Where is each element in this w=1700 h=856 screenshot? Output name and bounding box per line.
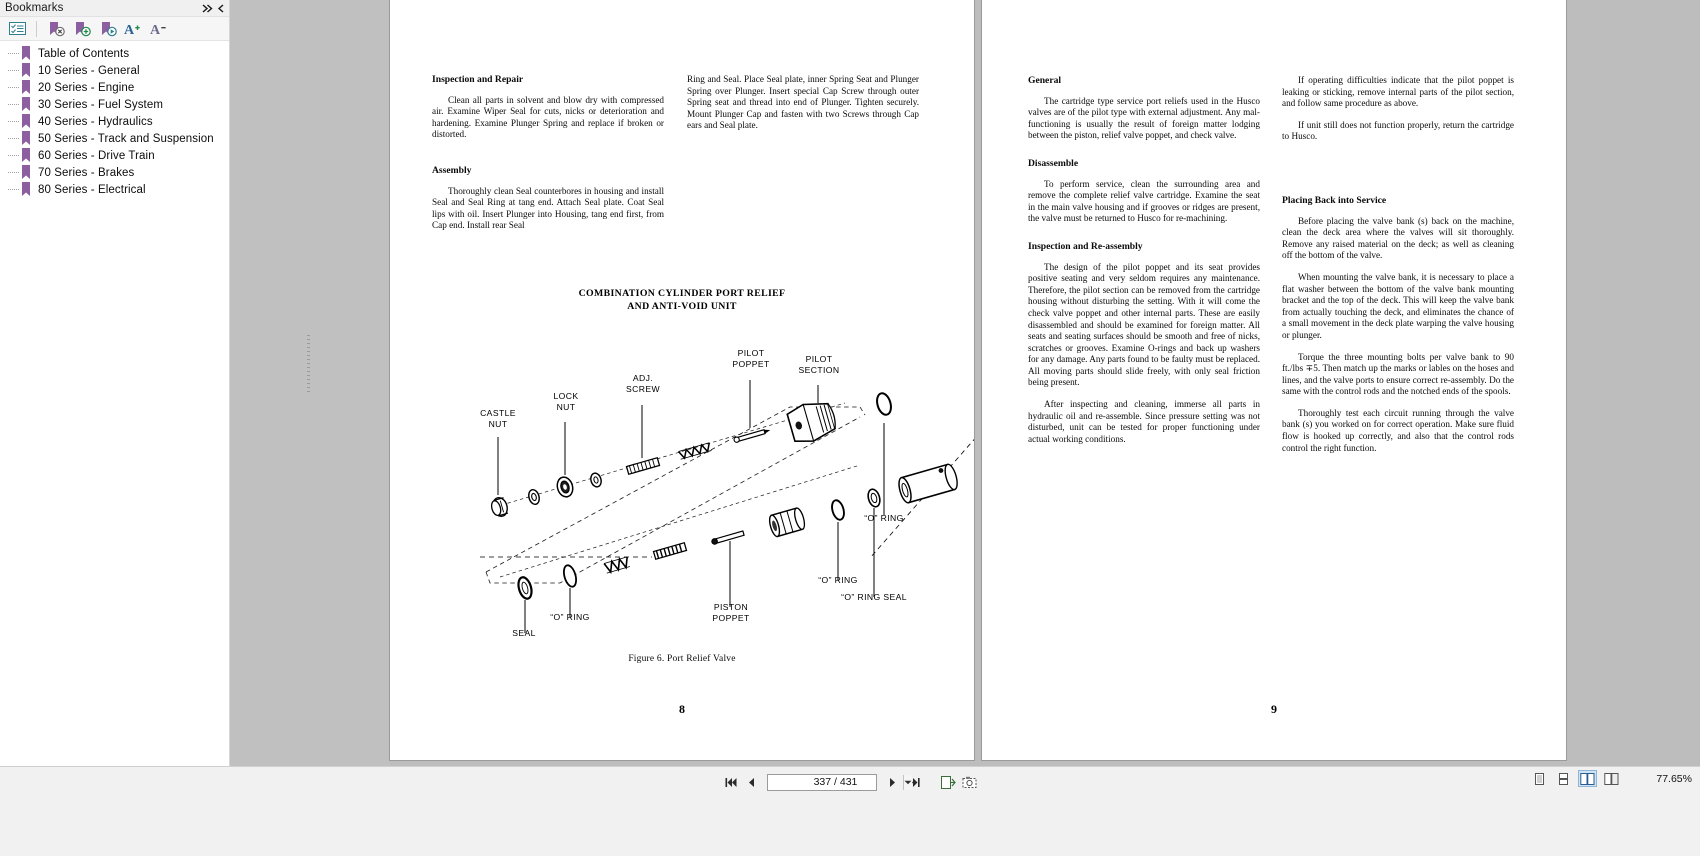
bookmark-label: 50 Series - Track and Suspension — [38, 132, 214, 145]
diagram-svg — [390, 325, 974, 655]
bookmarks-list — [0, 41, 229, 198]
page-number-right: 9 — [1271, 702, 1277, 716]
tree-connector — [6, 164, 20, 181]
diagram-label-pilot-poppet: PILOT POPPET — [732, 348, 770, 369]
bookmarks-toolbar — [0, 17, 229, 41]
section-heading-disassemble: Disassemble — [1028, 157, 1079, 169]
paragraph: After inspecting and cleaning, immerse all parts in hydraulic oil and re-assemble. Since pressure setting was not disturbed, unit can be tested for proper functioning under actual working conditions. — [1028, 399, 1260, 444]
chevron-left-icon[interactable] — [214, 2, 227, 15]
add-bookmark-icon[interactable] — [69, 18, 95, 40]
tree-connector — [6, 181, 20, 198]
diagram-label-castle-nut: CASTLE NUT — [480, 408, 516, 429]
paragraph: Before placing the valve bank (s) back on the machine, clean the deck area where the valves will sit thoroughly. Remove any raised material on the deck; as well as cleaning off the bottom of the valve. — [1282, 215, 1514, 261]
diagram-label-lock-nut: LOCK NUT — [553, 391, 579, 412]
bookmark-flag-icon — [20, 46, 33, 61]
tree-connector — [6, 113, 20, 130]
first-page-icon[interactable] — [722, 774, 739, 791]
paragraph: When mounting the valve bank, it is necessary to place a flat washer between the bottom of the valve bank mounting bracket and the top of the deck. This will keep the valve bank from actually touching the deck, and eliminates the chance of a small movement in the deck plate warping the valve housing or plunger. — [1282, 271, 1514, 340]
exploded-view-diagram — [390, 325, 974, 655]
book-view-icon[interactable] — [1603, 771, 1620, 786]
delete-bookmark-icon[interactable] — [43, 18, 69, 40]
document-page-9[interactable] — [982, 0, 1566, 760]
bookmarks-panel — [0, 0, 230, 766]
single-page-view-icon[interactable] — [1531, 771, 1548, 786]
bookmark-label: 80 Series - Electrical — [38, 183, 146, 196]
section-heading-assembly: Assembly — [432, 164, 472, 176]
zoom-level-label[interactable]: 77.65% — [1656, 773, 1692, 785]
tree-connector — [6, 147, 20, 164]
bookmark-item-80-series-electrical[interactable] — [0, 181, 229, 198]
diagram-label-piston-poppet: PISTON POPPET — [712, 602, 750, 623]
bottom-toolbar — [0, 766, 1700, 856]
bookmarks-panel-header — [0, 0, 229, 17]
section-heading-general: General — [1028, 75, 1062, 86]
bookmark-flag-icon — [20, 182, 33, 197]
bookmark-flag-icon — [20, 131, 33, 146]
bookmark-flag-icon — [20, 97, 33, 112]
goto-bookmark-icon[interactable] — [95, 18, 121, 40]
bookmark-flag-icon — [20, 80, 33, 95]
bookmark-label: 60 Series - Drive Train — [38, 149, 155, 162]
facing-pages-view-icon[interactable] — [1579, 771, 1596, 786]
figure-title-line2: AND ANTI-VOID UNIT — [627, 300, 737, 312]
paragraph: The cartridge type service port reliefs used in the Husco valves are of the pilot type with external adjustment. Any mal-functioning is usually the result of foreign matter lodging between the piston, relief valve poppet, and check valve. — [1028, 95, 1260, 141]
previous-page-icon[interactable] — [743, 774, 760, 791]
tree-connector — [6, 62, 20, 79]
svg-text:A: A — [150, 22, 161, 37]
diagram-label-o-ring-upper: “O” RING — [864, 513, 904, 523]
bookmark-flag-icon — [20, 63, 33, 78]
decrease-text-size-icon[interactable] — [147, 18, 173, 40]
paragraph: If operating difficulties indicate that the pilot poppet is leaking or sticking, remove internal parts of the pilot section, and follow same procedure as above. — [1282, 75, 1514, 109]
page8-column-2 — [687, 74, 919, 142]
bookmark-label: 10 Series - General — [38, 64, 140, 77]
svg-text:A: A — [124, 22, 135, 37]
double-chevron-right-icon[interactable] — [201, 2, 214, 15]
page-number-field[interactable] — [767, 774, 877, 791]
bookmarks-panel-title: Bookmarks — [5, 2, 64, 14]
bookmark-item-table-of-contents[interactable] — [0, 45, 229, 62]
diagram-label-o-ring-left: “O” RING — [550, 612, 590, 622]
paragraph: Thoroughly test each circuit running through the valve bank (s) you worked on for correct operation. Make sure fluid flow is hooked up correctly, and also that the control rods control the right function. — [1282, 407, 1514, 453]
chevron-down-icon[interactable] — [903, 775, 912, 790]
bookmark-flag-icon — [20, 148, 33, 163]
tree-connector — [6, 79, 20, 96]
paragraph: Clean all parts in solvent and blow dry with compressed air. Examine Wiper Seal for cuts, nicks or deterioration and hardening. Examine Plunger Spring and replace if broken or distorted. — [432, 94, 664, 140]
page-navigation-controls — [0, 770, 1700, 794]
figure-title — [390, 288, 974, 313]
bookmark-label: 30 Series - Fuel System — [38, 98, 164, 111]
diagram-label-adj-screw: ADJ. SCREW — [626, 373, 660, 394]
paragraph: To perform service, clean the surrounding area and remove the complete relief valve cartridge. Examine the seat in the main valve housing and if grooves or ridges are present, the valve must be returned to Husco for re-machining. — [1028, 178, 1260, 224]
bookmark-item-20-series-engine[interactable] — [0, 79, 229, 96]
paragraph: Thoroughly clean Seal counterbores in housing and install Seal and Seal Ring at tang end. Attach Seal plate. Coat Seal lips with oil. Insert Plunger into Housing, tang end first, from Cap end. Install rear Seal — [432, 185, 664, 231]
snapshot-icon[interactable] — [961, 774, 978, 791]
diagram-label-pilot-section: PILOT SECTION — [798, 354, 840, 375]
bookmark-item-10-series-general[interactable] — [0, 62, 229, 79]
tree-connector — [6, 96, 20, 113]
bookmark-label: 70 Series - Brakes — [38, 166, 135, 179]
bookmark-label: Table of Contents — [38, 47, 130, 60]
page-layout-controls — [1531, 771, 1620, 786]
document-page-8[interactable] — [390, 0, 974, 760]
diagram-label-o-ring-middle: “O” RING — [818, 575, 858, 585]
bookmark-item-50-series-track-and-suspension[interactable] — [0, 130, 229, 147]
panel-resize-grip[interactable] — [307, 335, 312, 395]
paragraph: The design of the pilot poppet and its seat provides positive seating and very seldom requires any maintenance. Therefore, the pilot section can be removed from the cartridge housing without disturbing the setting. With it will come the check valve poppet and other internal parts. These are easily disassembled and should be examined for foreign matter. All seats and seating surfaces should be smooth and free of nicks, scratches or grooves. Examine O-rings and back up washers for any damage. Any parts found to be faulty must be replaced. All moving parts should slide freely, with only seal friction being present. — [1028, 261, 1260, 388]
list-view-icon[interactable] — [4, 18, 30, 40]
diagram-label-seal: SEAL — [512, 628, 536, 638]
paragraph: Torque the three mounting bolts per valve bank to 90 ft./lbs ∓5. Then match up the marks or lables on the hoses and lines, and the valve ports to ensure correct re-assembly. Do the same with the control rods and the notched ends of the spools. — [1282, 351, 1514, 397]
section-heading-placing-back-into-service: Placing Back into Service — [1282, 194, 1387, 206]
page-number-left: 8 — [679, 702, 685, 716]
increase-text-size-icon[interactable] — [121, 18, 147, 40]
bookmark-item-60-series-drive-train[interactable] — [0, 147, 229, 164]
paragraph: Ring and Seal. Place Seal plate, inner Spring Seat and Plunger Spring over Plunger. Insert special Cap Screw through outer Spring seat and thread into end of Plunger. Tighten securely. Mount Plunger Cap and fasten with two Screws through Cap ears and Seal plate. — [687, 74, 919, 131]
bookmark-label: 20 Series - Engine — [38, 81, 135, 94]
bookmark-item-70-series-brakes[interactable] — [0, 164, 229, 181]
page9-column-2 — [1282, 75, 1514, 464]
bookmark-item-30-series-fuel-system[interactable] — [0, 96, 229, 113]
section-heading-inspection-and-repair: Inspection and Repair — [432, 74, 524, 85]
figure-title-line1: COMBINATION CYLINDER PORT RELIEF — [578, 288, 786, 299]
fit-page-icon[interactable] — [940, 774, 957, 791]
page8-column-1 — [432, 74, 664, 242]
toolbar-divider — [36, 21, 37, 37]
bookmark-flag-icon — [20, 165, 33, 180]
section-heading-inspection-and-reassembly: Inspection and Re-assembly — [1028, 240, 1143, 252]
continuous-view-icon[interactable] — [1555, 771, 1572, 786]
diagram-label-o-ring-seal: “O” RING SEAL — [841, 592, 907, 602]
paragraph: If unit still does not function properly, return the cartridge to Husco. — [1282, 119, 1514, 142]
tree-connector — [6, 130, 20, 147]
bookmark-flag-icon — [20, 114, 33, 129]
page-number-input[interactable] — [768, 775, 903, 790]
bookmark-item-40-series-hydraulics[interactable] — [0, 113, 229, 130]
figure-caption: Figure 6. Port Relief Valve — [628, 654, 736, 664]
bookmark-label: 40 Series - Hydraulics — [38, 115, 153, 128]
page9-column-1 — [1028, 75, 1260, 455]
document-viewer[interactable] — [230, 0, 1700, 766]
tree-connector — [6, 45, 20, 62]
